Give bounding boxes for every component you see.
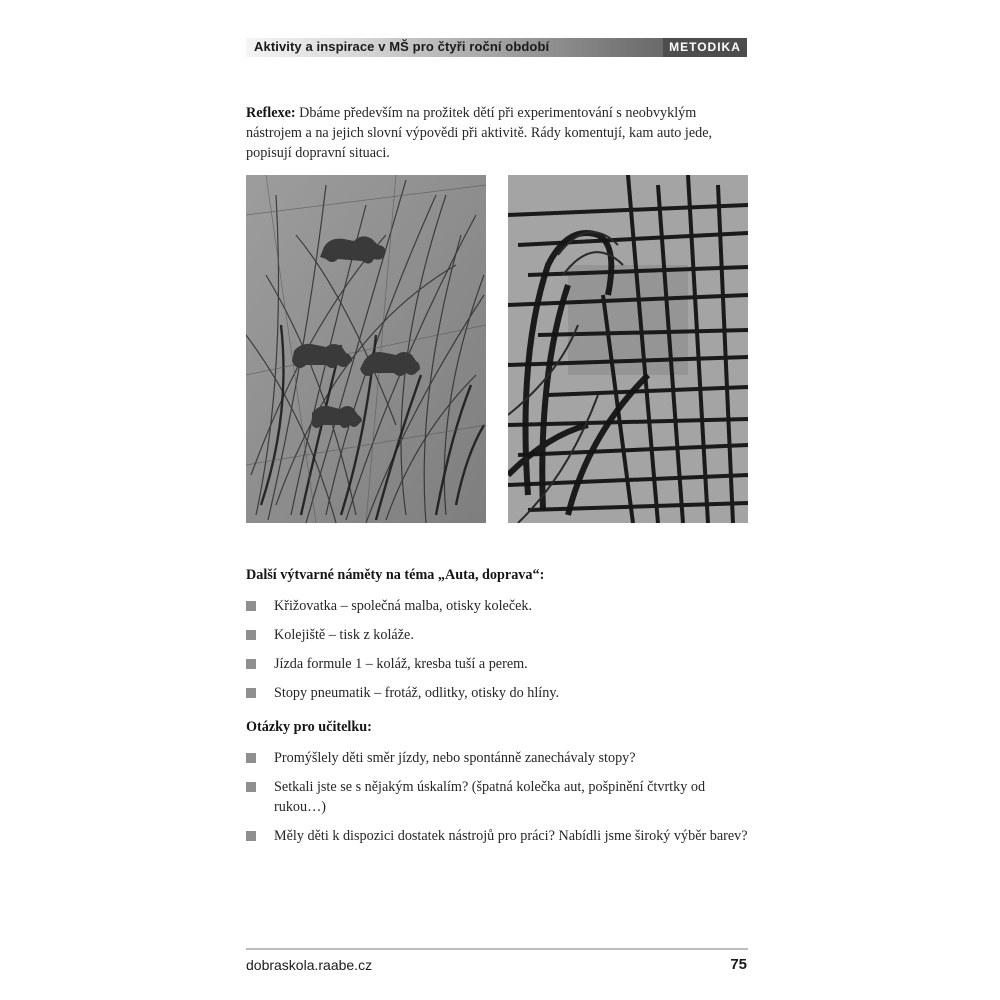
themes-heading: Další výtvarné náměty na téma „Auta, doprava“: — [246, 567, 545, 583]
list-item — [246, 748, 751, 768]
list-item — [246, 777, 751, 817]
bullet-square-icon — [246, 630, 256, 640]
footer-url: dobraskola.raabe.cz — [246, 957, 373, 973]
artwork-left-drawing — [246, 175, 486, 523]
reflection-label: Reflexe: — [246, 105, 296, 121]
list-item-text: Jízda formule 1 – koláž, kresba tuší a perem. — [274, 656, 528, 672]
bullet-square-icon — [246, 659, 256, 669]
footer-divider — [246, 948, 748, 950]
list-item-text: Měly děti k dispozici dostatek nástrojů pro práci? Nabídli jsme široký výběr barev? — [274, 828, 748, 844]
themes-list — [246, 596, 751, 703]
bullet-square-icon — [246, 601, 256, 611]
bullet-square-icon — [246, 688, 256, 698]
reflection-paragraph — [246, 103, 751, 163]
list-item — [246, 625, 751, 645]
bullet-square-icon — [246, 782, 256, 792]
artwork-right-drawing — [508, 175, 748, 523]
list-item-text: Stopy pneumatik – frotáž, odlitky, otisky do hlíny. — [274, 685, 560, 701]
list-item — [246, 596, 751, 616]
reflection-text: Dbáme především na prožitek dětí při experimentování s neobvyklým nástrojem a na jejich slovní výpovědi při aktivitě. Rády komentují, kam auto jede, popisují dopravní situaci. — [246, 105, 713, 161]
list-item-text: Setkali jste se s nějakým úskalím? (špatná kolečka aut, pošpinění čtvrtky od rukou…) — [274, 779, 706, 815]
list-item — [246, 683, 751, 703]
artwork-photo-right — [508, 175, 748, 523]
artwork-photo-left — [246, 175, 486, 523]
page-number: 75 — [730, 956, 747, 973]
running-header — [246, 38, 747, 57]
list-item-text: Promýšlely děti směr jízdy, nebo spontánně zanechávaly stopy? — [274, 750, 636, 766]
section-badge: METODIKA — [663, 38, 747, 57]
bullet-square-icon — [246, 831, 256, 841]
list-item-text: Kolejiště – tisk z koláže. — [274, 627, 414, 643]
list-item-text: Křižovatka – společná malba, otisky koleček. — [274, 598, 533, 614]
questions-list — [246, 748, 751, 846]
list-item — [246, 826, 751, 846]
header-title: Aktivity a inspirace v MŠ pro čtyři roční období — [254, 39, 550, 54]
questions-heading: Otázky pro učitelku: — [246, 719, 372, 735]
bullet-square-icon — [246, 753, 256, 763]
list-item — [246, 654, 751, 674]
